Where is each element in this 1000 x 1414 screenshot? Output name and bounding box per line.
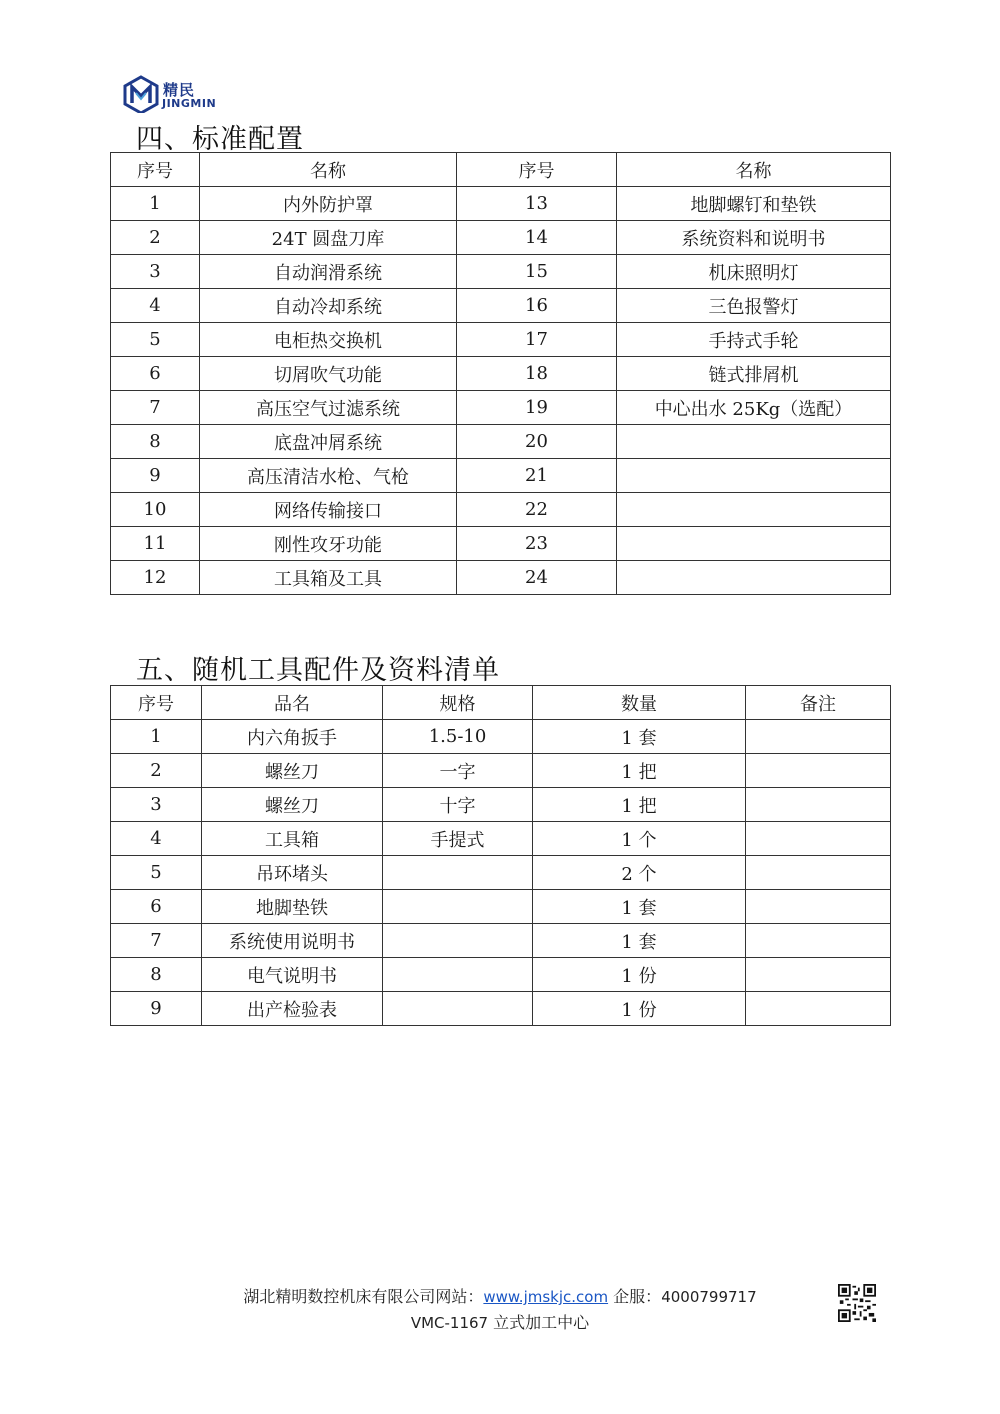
table-row xyxy=(111,357,891,391)
section5-title: 五、随机工具配件及资料清单 xyxy=(136,655,500,686)
cell-name xyxy=(617,459,891,493)
cell-quantity: 1 套 xyxy=(533,890,746,924)
cell-no: 4 xyxy=(111,289,200,323)
table-row xyxy=(111,890,891,924)
table-row xyxy=(111,255,891,289)
cell-item-name: 吊环堵头 xyxy=(202,856,383,890)
cell-name: 自动冷却系统 xyxy=(200,289,457,323)
cell-remarks xyxy=(746,788,891,822)
cell-name: 自动润滑系统 xyxy=(200,255,457,289)
cell-no: 18 xyxy=(457,357,617,391)
model-number: VMC-1167 xyxy=(410,1314,489,1332)
cell-name xyxy=(617,527,891,561)
cell-name xyxy=(617,493,891,527)
header-name-right: 名称 xyxy=(617,153,891,187)
cell-no: 9 xyxy=(111,459,200,493)
accessories-list-table xyxy=(110,685,891,1026)
cell-spec xyxy=(383,856,533,890)
cell-no: 23 xyxy=(457,527,617,561)
cell-no: 3 xyxy=(111,255,200,289)
logo-text-cn: 精民 xyxy=(163,81,196,99)
service-label: 企服： xyxy=(613,1287,662,1306)
footer-company: 湖北精明数控机床有限公司网站： xyxy=(243,1287,484,1306)
cell-no: 17 xyxy=(457,323,617,357)
table-row xyxy=(111,561,891,595)
cell-remarks xyxy=(746,720,891,754)
cell-remarks xyxy=(746,754,891,788)
cell-remarks xyxy=(746,958,891,992)
cell-no: 13 xyxy=(457,187,617,221)
cell-no: 2 xyxy=(111,221,200,255)
cell-no: 12 xyxy=(111,561,200,595)
cell-no: 22 xyxy=(457,493,617,527)
header-no: 序号 xyxy=(111,686,202,720)
header-quantity: 数量 xyxy=(533,686,746,720)
cell-spec xyxy=(383,958,533,992)
cell-item-name: 电气说明书 xyxy=(202,958,383,992)
cell-no: 20 xyxy=(457,425,617,459)
cell-remarks xyxy=(746,856,891,890)
table-row xyxy=(111,459,891,493)
cell-no: 19 xyxy=(457,391,617,425)
cell-item-name: 出产检验表 xyxy=(202,992,383,1026)
table-row xyxy=(111,958,891,992)
cell-spec xyxy=(383,924,533,958)
header-name-left: 名称 xyxy=(200,153,457,187)
cell-remarks xyxy=(746,924,891,958)
cell-name: 链式排屑机 xyxy=(617,357,891,391)
cell-no: 6 xyxy=(111,357,200,391)
cell-no: 5 xyxy=(111,856,202,890)
cell-no: 8 xyxy=(111,425,200,459)
cell-name: 手持式手轮 xyxy=(617,323,891,357)
table-row xyxy=(111,187,891,221)
cell-item-name: 系统使用说明书 xyxy=(202,924,383,958)
table-row xyxy=(111,391,891,425)
cell-no: 8 xyxy=(111,958,202,992)
cell-no: 5 xyxy=(111,323,200,357)
cell-name xyxy=(617,561,891,595)
table-row xyxy=(111,221,891,255)
cell-name: 刚性攻牙功能 xyxy=(200,527,457,561)
cell-remarks xyxy=(746,992,891,1026)
cell-name: 24T 圆盘刀库 xyxy=(200,221,457,255)
cell-name: 切屑吹气功能 xyxy=(200,357,457,391)
standard-config-table xyxy=(110,152,891,595)
table-row xyxy=(111,323,891,357)
cell-spec xyxy=(383,890,533,924)
header-no-right: 序号 xyxy=(457,153,617,187)
cell-name: 内外防护罩 xyxy=(200,187,457,221)
cell-name: 工具箱及工具 xyxy=(200,561,457,595)
cell-no: 1 xyxy=(111,187,200,221)
cell-no: 21 xyxy=(457,459,617,493)
cell-quantity: 1 份 xyxy=(533,992,746,1026)
cell-spec: 一字 xyxy=(383,754,533,788)
cell-name: 高压空气过滤系统 xyxy=(200,391,457,425)
cell-name: 系统资料和说明书 xyxy=(617,221,891,255)
cell-item-name: 螺丝刀 xyxy=(202,754,383,788)
table-row xyxy=(111,856,891,890)
cell-no: 10 xyxy=(111,493,200,527)
cell-quantity: 1 把 xyxy=(533,788,746,822)
table-header-row xyxy=(111,153,891,187)
cell-spec: 手提式 xyxy=(383,822,533,856)
logo-text-en: JINGMIN xyxy=(162,97,217,110)
cell-quantity: 1 套 xyxy=(533,924,746,958)
cell-spec xyxy=(383,992,533,1026)
cell-name: 高压清洁水枪、气枪 xyxy=(200,459,457,493)
cell-name: 机床照明灯 xyxy=(617,255,891,289)
cell-no: 6 xyxy=(111,890,202,924)
cell-spec: 1.5-10 xyxy=(383,720,533,754)
cell-remarks xyxy=(746,822,891,856)
cell-no: 7 xyxy=(111,391,200,425)
cell-no: 4 xyxy=(111,822,202,856)
jingmin-logo-icon xyxy=(122,75,160,113)
table-header-row xyxy=(111,686,891,720)
cell-name: 网络传输接口 xyxy=(200,493,457,527)
cell-no: 15 xyxy=(457,255,617,289)
table-row xyxy=(111,788,891,822)
cell-name: 电柜热交换机 xyxy=(200,323,457,357)
cell-name: 中心出水 25Kg（选配） xyxy=(617,391,891,425)
cell-quantity: 1 把 xyxy=(533,754,746,788)
cell-no: 9 xyxy=(111,992,202,1026)
company-logo xyxy=(122,75,232,113)
cell-name xyxy=(617,425,891,459)
header-item-name: 品名 xyxy=(202,686,383,720)
table-row xyxy=(111,992,891,1026)
table-row xyxy=(111,425,891,459)
cell-no: 16 xyxy=(457,289,617,323)
table-row xyxy=(111,924,891,958)
model-description: 立式加工中心 xyxy=(493,1313,590,1332)
section4-title: 四、标准配置 xyxy=(136,124,304,155)
cell-remarks xyxy=(746,890,891,924)
cell-item-name: 内六角扳手 xyxy=(202,720,383,754)
cell-quantity: 1 套 xyxy=(533,720,746,754)
website-link[interactable]: www.jmskjc.com xyxy=(483,1288,609,1306)
cell-item-name: 工具箱 xyxy=(202,822,383,856)
table-row xyxy=(111,527,891,561)
header-no-left: 序号 xyxy=(111,153,200,187)
cell-name: 三色报警灯 xyxy=(617,289,891,323)
cell-no: 2 xyxy=(111,754,202,788)
cell-quantity: 1 份 xyxy=(533,958,746,992)
cell-no: 3 xyxy=(111,788,202,822)
table-row xyxy=(111,822,891,856)
cell-item-name: 地脚垫铁 xyxy=(202,890,383,924)
service-phone: 4000799717 xyxy=(661,1288,757,1306)
cell-no: 24 xyxy=(457,561,617,595)
cell-no: 7 xyxy=(111,924,202,958)
table-row xyxy=(111,289,891,323)
cell-spec: 十字 xyxy=(383,788,533,822)
cell-name: 地脚螺钉和垫铁 xyxy=(617,187,891,221)
table-row xyxy=(111,493,891,527)
cell-quantity: 1 个 xyxy=(533,822,746,856)
header-spec: 规格 xyxy=(383,686,533,720)
cell-item-name: 螺丝刀 xyxy=(202,788,383,822)
header-remarks: 备注 xyxy=(746,686,891,720)
cell-no: 1 xyxy=(111,720,202,754)
table-row xyxy=(111,720,891,754)
table-row xyxy=(111,754,891,788)
cell-no: 14 xyxy=(457,221,617,255)
qr-code-icon xyxy=(838,1284,876,1322)
cell-no: 11 xyxy=(111,527,200,561)
cell-quantity: 2 个 xyxy=(533,856,746,890)
cell-name: 底盘冲屑系统 xyxy=(200,425,457,459)
